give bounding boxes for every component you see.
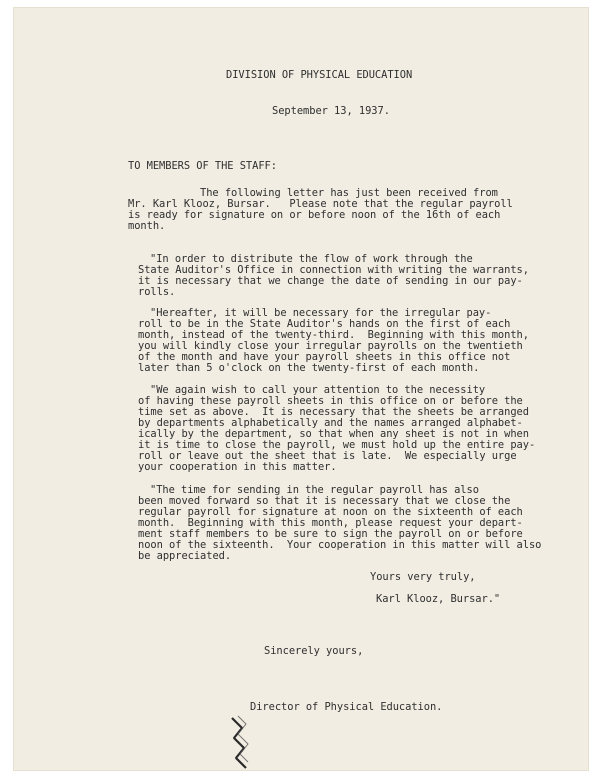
intro-line: is ready for signature on or before noon of the 16th of each bbox=[128, 209, 501, 221]
quote-p1-line: State Auditor's Office in connection with writing the warrants, bbox=[138, 264, 529, 276]
quote-signature: Karl Klooz, Bursar." bbox=[376, 593, 501, 605]
intro-line: The following letter has just been received from bbox=[200, 187, 498, 199]
quote-p3-line: "We again wish to call your attention to the necessity bbox=[150, 384, 486, 396]
quote-p1-line: it is necessary that we change the date of sending in our pay- bbox=[138, 275, 523, 287]
letter-date: September 13, 1937. bbox=[272, 105, 390, 117]
quote-p3-line: your cooperation in this matter. bbox=[138, 461, 337, 473]
quote-p4-line: month. Beginning with this month, please request your depart- bbox=[138, 517, 523, 529]
quote-p2-line: you will kindly close your irregular payrolls on the twentieth bbox=[138, 340, 523, 352]
quote-p4-line: ment staff members to be sure to sign the payroll on or before bbox=[138, 528, 523, 540]
intro-line: Mr. Karl Klooz, Bursar. Please note that the regular payroll bbox=[128, 198, 513, 210]
quote-p2-line: roll to be in the State Auditor's hands on the first of each bbox=[138, 318, 511, 330]
quote-p1-line: "In order to distribute the flow of work through the bbox=[150, 253, 473, 265]
quote-p4-line: regular payroll for signature at noon on the sixteenth of each bbox=[138, 506, 523, 518]
closing: Sincerely yours, bbox=[264, 645, 364, 657]
quote-p3-line: it is time to close the payroll, we must hold up the entire pay- bbox=[138, 439, 536, 451]
quote-p3-line: by departments alphabetically and the names arranged alphabet- bbox=[138, 417, 523, 429]
quote-p3-line: roll or leave out the sheet that is late. We especially urge bbox=[138, 450, 517, 462]
quote-p1-line: rolls. bbox=[138, 286, 176, 298]
intro-line: month. bbox=[128, 220, 166, 232]
quote-p4-line: noon of the sixteenth. Your cooperation in this matter will also bbox=[138, 539, 542, 551]
quote-p3-line: ically by the department, so that when any sheet is not in when bbox=[138, 428, 529, 440]
quote-p2-line: month, instead of the twenty-third. Beginning with this month, bbox=[138, 329, 529, 341]
letter-page bbox=[14, 8, 588, 770]
quote-p4-line: been moved forward so that it is necessary that we close the bbox=[138, 495, 511, 507]
quote-p3-line: of having these payroll sheets in this office on or before the bbox=[138, 395, 523, 407]
quote-p4-line: "The time for sending in the regular payroll has also bbox=[150, 484, 479, 496]
quote-p2-line: of the month and have your payroll sheets in this office not bbox=[138, 351, 511, 363]
staple-mark bbox=[224, 714, 254, 770]
quote-p2-line: "Hereafter, it will be necessary for the irregular pay- bbox=[150, 307, 492, 319]
salutation: TO MEMBERS OF THE STAFF: bbox=[128, 160, 277, 172]
quote-p3-line: time set as above. It is necessary that the sheets be arranged bbox=[138, 406, 529, 418]
quote-closing: Yours very truly, bbox=[370, 571, 476, 583]
quote-p2-line: later than 5 o'clock on the twenty-first of each month. bbox=[138, 362, 480, 374]
signature-title: Director of Physical Education. bbox=[250, 701, 443, 713]
quote-p4-line: be appreciated. bbox=[138, 550, 232, 562]
letterhead: DIVISION OF PHYSICAL EDUCATION bbox=[226, 69, 413, 81]
